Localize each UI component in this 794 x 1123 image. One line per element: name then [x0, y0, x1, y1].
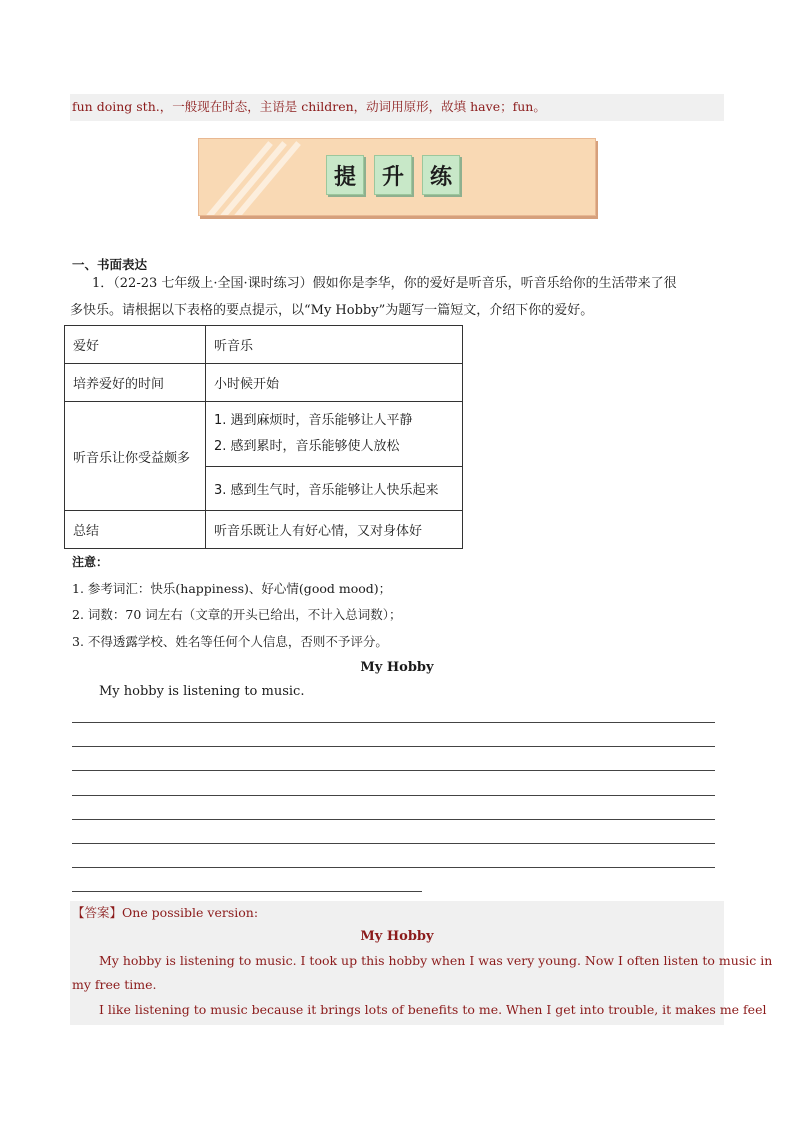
section-banner — [198, 138, 596, 216]
answer-paragraph-2: I like listening to music because it brings lots of benefits to me. When I get into trouble, it makes me feel — [99, 1002, 767, 1017]
cell-time-label: 培养爱好的时间 — [65, 364, 206, 402]
cell-benefit-3: 3. 感到生气时，音乐能够让人快乐起来 — [206, 467, 463, 511]
writing-line[interactable] — [72, 722, 715, 723]
cell-summary-label: 总结 — [65, 511, 206, 549]
writing-line[interactable] — [72, 891, 422, 892]
essay-opening: My hobby is listening to music. — [99, 684, 305, 699]
banner-char-3: 练 — [422, 155, 460, 195]
answer-intro: One possible version: — [122, 905, 259, 920]
cell-hobby-label: 爱好 — [65, 326, 206, 364]
answer-paragraph-1b: my free time. — [72, 977, 157, 992]
essay-title: My Hobby — [360, 660, 434, 675]
cell-benefit-label: 听音乐让你受益颇多 — [65, 402, 206, 511]
writing-line[interactable] — [72, 795, 715, 796]
writing-line[interactable] — [72, 819, 715, 820]
writing-line[interactable] — [72, 843, 715, 844]
answer-title: My Hobby — [360, 929, 434, 944]
hobby-table — [64, 325, 463, 549]
banner-char-2: 升 — [374, 155, 412, 195]
writing-line[interactable] — [72, 770, 715, 771]
writing-line[interactable] — [72, 746, 715, 747]
answer-label: 【答案】 — [72, 905, 123, 920]
note-1: 1. 参考词汇：快乐(happiness)、好心情(good mood)； — [72, 581, 392, 596]
top-answer-text: fun doing sth.，一般现在时态，主语是 children，动词用原形，故填 have；fun。 — [72, 99, 546, 114]
answer-intro-line — [72, 903, 258, 921]
cell-benefit-2: 2. 感到累时，音乐能够使人放松 — [214, 439, 400, 454]
writing-line[interactable] — [72, 867, 715, 868]
section-title: 一、书面表达 — [72, 257, 148, 272]
question-line-2: 多快乐。请根据以下表格的要点提示，以“My Hobby”为题写一篇短文，介绍下你的爱好。 — [70, 303, 594, 318]
cell-time-value: 小时候开始 — [206, 364, 463, 402]
cell-benefit-1: 1. 遇到麻烦时，音乐能够让人平静 — [214, 413, 413, 428]
answer-paragraph-1a: My hobby is listening to music. I took up this hobby when I was very young. Now I often listen to music in — [99, 953, 773, 968]
note-3: 3. 不得透露学校、姓名等任何个人信息，否则不予评分。 — [72, 634, 388, 649]
banner-char-1: 提 — [326, 155, 364, 195]
question-line-1: 1．（22-23 七年级上·全国·课时练习）假如你是李华，你的爱好是听音乐，听音乐给你的生活带来了很 — [92, 276, 677, 291]
notes-title: 注意： — [72, 555, 109, 569]
cell-hobby-value: 听音乐 — [206, 326, 463, 364]
cell-summary-value: 听音乐既让人有好心情，又对身体好 — [206, 511, 463, 549]
note-2: 2. 词数：70 词左右（文章的开头已给出，不计入总词数）； — [72, 607, 402, 622]
